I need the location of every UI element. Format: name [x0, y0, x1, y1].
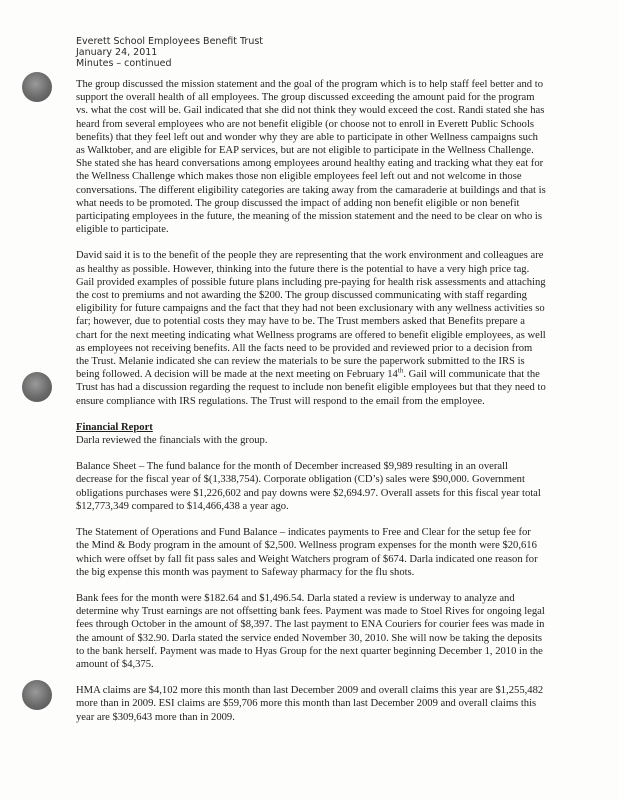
minutes-subtitle: Minutes – continued — [76, 58, 172, 69]
paragraph-operations: The Statement of Operations and Fund Balance – indicates payments to Free and Clear for the setup fee for the Mind & Body program in the amount of $2,500. Wellness program expenses for the month were $20,616 which were offset by fall fit pass sales and Weight Watchers program of $674. Darla indicated one reason for the big expense this month was payment to Safeway pharmacy for the flu shots. — [76, 527, 538, 578]
paragraph-mission-discussion: The group discussed the mission statement and the goal of the program which is to help staff feel better and to support the overall health of all employees. The group discussed exceeding the amount paid for the program vs. what the cost will be. Gail indicated that she did not think they would exceed the cost. Randi stated she has heard from several employees who are not benefit eligible (or choose not to enroll in Everett Public Schools benefits) that they feel left out and wonder why they are able to participate in other Wellness campaigns such as Walktober, and are eligible for EAP services, but are not eligible to participate in the Wellness Challenge. She stated she has heard conversations among employees around healthy eating and tracking what they eat for the Wellness Challenge which makes those non eligible employees feel left out and not welcome in those conversations. The different eligibility categories are taking away from the camaraderie at buildings and that is what needs to be promoted. The group discussed the impact of adding non benefit eligible or non benefit participating employees in the future, the meaning of the mission statement and the need to be clear on who is eligible to participate. — [76, 79, 546, 236]
financial-intro: Darla reviewed the financials with the group. — [76, 435, 268, 447]
page-header — [76, 36, 263, 69]
paragraph-balance-sheet: Balance Sheet – The fund balance for the month of December increased $9,989 resulting in an overall decrease for the fiscal year of $(1,338,754). Corporate obligation (CD’s) sales were $90,000. Government obligations purchases were $1,226,602 and pay downs were $2,694.97. Overall assets for this fiscal year total $12,773,349 compared to $14,466,438 a year ago. — [76, 461, 541, 512]
paragraph-text: . Gail will communicate that the Trust has had a discussion regarding the request to include non benefit eligible employees but that they need to ensure compliance with IRS regulations. The Trust will respond to the email from the employee. — [76, 369, 546, 407]
paragraph-text: David said it is to the benefit of the people they are representing that the work environment and colleagues are as healthy as possible. However, thinking into the future there is the potential to have a very high price tag. Gail provided examples of possible future plans including pre-paying for health risk assessments and attaching the cost to premiums and not awarding the $200. The group discussed communicating with staff regarding eligibility for future campaigns and the fact that they had not been exclusionary with any wellness activities so far; however, due to potential costs they may have to be. The Trust members asked that Benefits prepare a chart for the next meeting indicating what Wellness programs are offered to benefit eligible employees, as well as employees not receiving benefits. All the facts need to be provided and reviewed prior to a decision from the Trust. Melanie indicated she can review the materials to be sure the paperwork submitted to the IRS is being followed. A decision will be made at the next meeting on February 14 — [76, 250, 546, 381]
paragraph-claims: HMA claims are $4,102 more this month than last December 2009 and overall claims this year are $1,255,482 more than in 2009. ESI claims are $59,706 more this month than last December 2009 and overall claims this year are $309,643 more than in 2009. — [76, 685, 544, 723]
punch-hole — [22, 372, 52, 402]
punch-hole — [22, 680, 52, 710]
meeting-date: January 24, 2011 — [76, 47, 158, 58]
punch-hole — [22, 72, 52, 102]
paragraph-future-costs — [76, 249, 546, 407]
financial-report-heading: Financial Report — [76, 421, 153, 433]
minutes-body — [76, 78, 546, 737]
date-superscript: th — [397, 366, 404, 375]
paragraph-bank-fees: Bank fees for the month were $182.64 and $1,496.54. Darla stated a review is underway to analyze and determine why Trust earnings are not offsetting bank fees. Payment was made to Stoel Rives for ongoing legal fees through October in the amount of $8,397. The last payment to ENA Couriers for courier fees was made in the amount of $32.90. Darla stated the service ended November 30, 2010. She will now be taking the deposits to the bank herself. Payment was made to Hyas Group for the next quarter beginning December 1, 2010 in the amount of $4,375. — [76, 592, 545, 670]
organization-name: Everett School Employees Benefit Trust — [76, 36, 264, 47]
